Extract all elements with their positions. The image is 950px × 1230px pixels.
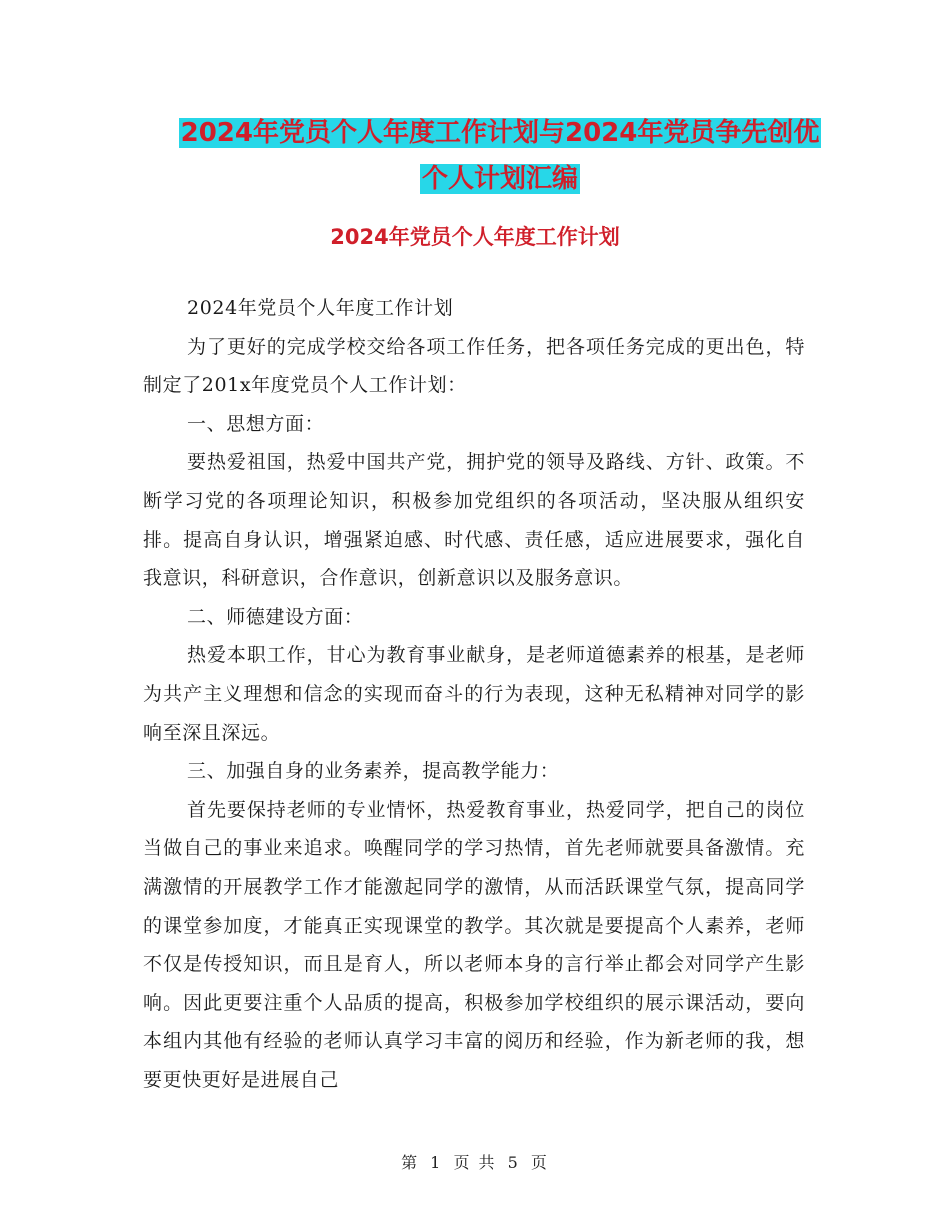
title-line-1: 2024年党员个人年度工作计划与2024年党员争先创优 (180, 118, 820, 148)
paragraph-ethics: 热爱本职工作，甘心为教育事业献身，是老师道德素养的根基，是老师为共产主义理想和信念的实现而奋斗的行为表现，这种无私精神对同学的影响至深且深远。 (143, 644, 805, 744)
footer-total-pages: 5 (507, 1153, 520, 1172)
heading-ethics: 二、师德建设方面： (187, 605, 364, 628)
heading-skills: 三、加强自身的业务素养，提高教学能力： (187, 760, 560, 783)
footer-prefix: 第 (401, 1153, 420, 1172)
document-body (143, 289, 805, 1099)
heading-thought: 一、思想方面： (187, 412, 325, 435)
document-title (120, 110, 880, 202)
paragraph-thought: 要热爱祖国，热爱中国共产党，拥护党的领导及路线、方针、政策。不断学习党的各项理论知识，积极参加党组织的各项活动，坚决服从组织安排。提高自身认识，增强紧迫感、时代感、责任感，适应进展要求，强化自我意识，科研意识，合作意识，创新意识以及服务意识。 (143, 451, 805, 590)
footer-suffix: 页 (530, 1153, 549, 1172)
paragraph-intro: 为了更好的完成学校交给各项工作任务，把各项任务完成的更出色，特制定了201x年度党员个人工作计划： (143, 335, 805, 397)
title-line-2: 个人计划汇编 (421, 164, 578, 194)
footer-current-page: 1 (430, 1153, 443, 1172)
section-title: 2024年党员个人年度工作计划 (330, 225, 620, 249)
paragraph-subtitle: 2024年党员个人年度工作计划 (187, 297, 454, 319)
paragraph-skills: 首先要保持老师的专业情怀，热爱教育事业，热爱同学，把自己的岗位当做自己的事业来追求。唤醒同学的学习热情，首先老师就要具备激情。充满激情的开展教学工作才能激起同学的激情，从而活跃课堂气氛，提高同学的课堂参加度，才能真正实现课堂的教学。其次就是要提高个人素养，老师不仅是传授知识，而且是育人，所以老师本身的言行举止都会对同学产生影响。因此更要注重个人品质的提高，积极参加学校组织的展示课活动，要向本组内其他有经验的老师认真学习丰富的阅历和经验，作为新老师的我，想要更快更好是进展自己 (143, 798, 805, 1091)
page-footer (0, 1150, 950, 1173)
footer-middle: 页 共 (453, 1153, 497, 1172)
